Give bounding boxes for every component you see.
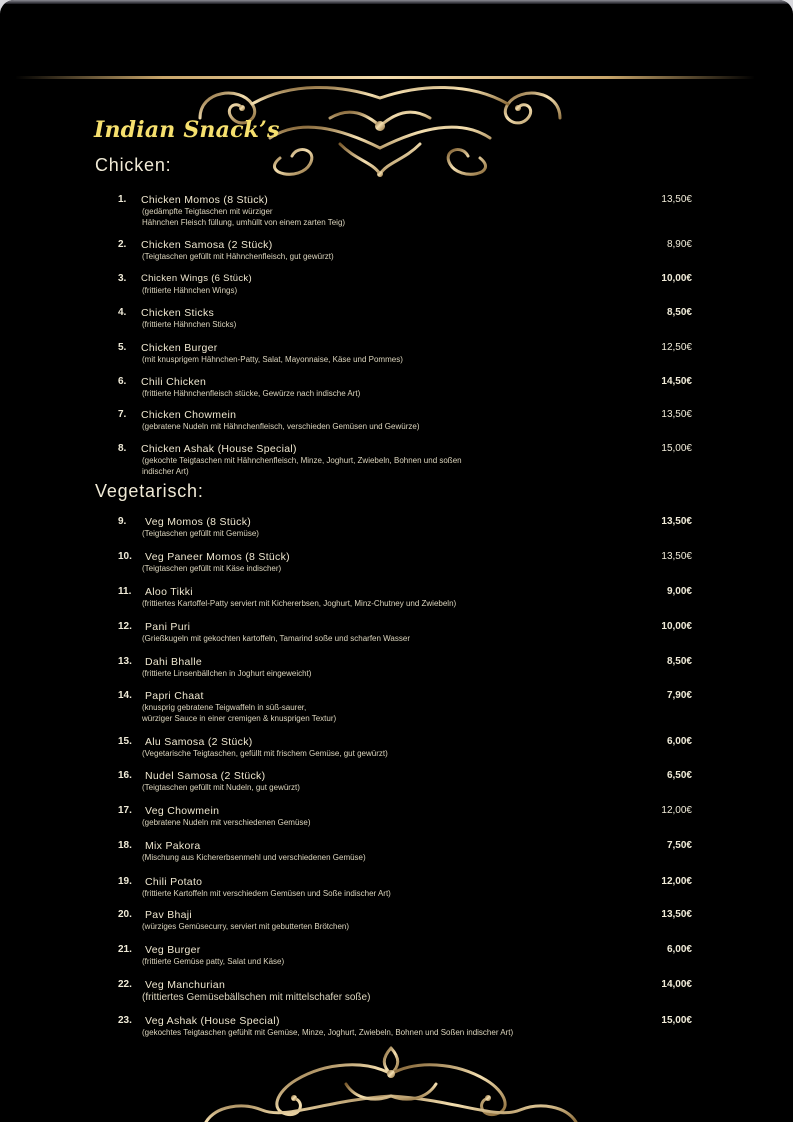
item-description: (Teigtaschen gefüllt mit Gemüse) <box>142 529 259 538</box>
item-number: 5. <box>118 342 127 353</box>
item-description: (knusprig gebratene Teigwaffeln in süß-saurer, würziger Sauce in einer cremigen & knusprigen Textur) <box>142 703 337 723</box>
item-name: Pani Puri <box>145 621 191 633</box>
gold-filigree-ornament-icon <box>196 1040 586 1122</box>
item-description: (frittierte Kartoffeln mit verschiedem Gemüsen und Soße indischer Art) <box>142 889 391 898</box>
item-number: 22. <box>118 979 132 990</box>
item-price: 8,50€ <box>666 307 692 318</box>
item-name: Veg Burger <box>145 944 201 956</box>
item-number: 4. <box>118 307 127 318</box>
item-name: Aloo Tikki <box>145 586 193 598</box>
item-number: 2. <box>118 239 127 250</box>
item-price: 13,50€ <box>661 194 692 205</box>
item-description: (Grießkugeln mit gekochten kartoffeln, Tamarind soße und scharfen Wasser <box>142 634 410 643</box>
item-name: Alu Samosa (2 Stück) <box>145 736 253 748</box>
item-number: 20. <box>118 909 132 920</box>
item-number: 17. <box>118 805 132 816</box>
section-heading-chicken: Chicken: <box>95 155 172 175</box>
item-name: Veg Manchurian <box>145 979 226 991</box>
item-number: 18. <box>118 840 132 851</box>
item-description: (Vegetarische Teigtaschen, gefüllt mit frischem Gemüse, gut gewürzt) <box>142 749 388 758</box>
item-description: (gebratene Nudeln mit Hähnchenfleisch, verschieden Gemüsen und Gewürze) <box>142 422 420 431</box>
page-top-edge <box>0 0 793 4</box>
item-name: Mix Pakora <box>145 840 201 852</box>
item-price: 6,00€ <box>666 944 692 955</box>
item-price: 10,00€ <box>661 273 692 284</box>
section-heading-vegetarian: Vegetarisch: <box>95 481 204 501</box>
item-name: Veg Paneer Momos (8 Stück) <box>145 551 290 563</box>
item-description: (mit knusprigem Hähnchen-Patty, Salat, Mayonnaise, Käse und Pommes) <box>142 355 403 364</box>
item-name: Dahi Bhalle <box>145 656 202 668</box>
item-name: Veg Ashak (House Special) <box>145 1015 280 1027</box>
item-number: 16. <box>118 770 132 781</box>
item-name: Chicken Burger <box>141 342 218 354</box>
item-number: 11. <box>118 586 132 597</box>
item-description: (frittiertes Kartoffel-Patty serviert mit Kichererbsen, Joghurt, Minz-Chutney und Zwiebeln) <box>142 599 457 608</box>
item-name: Chili Potato <box>145 876 203 888</box>
item-name: Veg Chowmein <box>145 805 220 817</box>
item-description: (frittierte Hähnchenfleisch stücke, Gewürze nach indische Art) <box>142 389 361 398</box>
item-description: (frittierte Gemüse patty, Salat und Käse) <box>142 957 285 966</box>
item-number: 10. <box>118 551 132 562</box>
item-price: 14,50€ <box>661 376 692 387</box>
item-number: 9. <box>118 516 127 527</box>
page-title: Indian Snack’s <box>94 117 280 143</box>
item-name: Chicken Sticks <box>141 307 215 319</box>
item-price: 13,50€ <box>661 551 692 562</box>
item-price: 15,00€ <box>661 1015 692 1026</box>
item-description: (gekochte Teigtaschen mit Hähnchenfleisch, Minze, Joghurt, Zwiebeln, Bohnen und soßen indischer Art) <box>142 456 462 476</box>
item-number: 8. <box>118 443 127 454</box>
item-description: (gebratene Nudeln mit verschiedenen Gemüse) <box>142 818 311 827</box>
item-name: Veg Momos (8 Stück) <box>145 516 252 528</box>
item-price: 7,50€ <box>666 840 692 851</box>
item-description: (Teigtaschen gefüllt mit Hähnchenfleisch, gut gewürzt) <box>142 252 334 261</box>
item-description: (frittierte Hähnchen Sticks) <box>142 320 237 329</box>
item-price: 12,00€ <box>661 876 692 887</box>
item-description: (gekochtes Teigtaschen gefühlt mit Gemüse, Minze, Joghurt, Zwiebeln, Bohnen und Soßen indischer Art) <box>142 1028 514 1037</box>
item-number: 3. <box>118 273 127 284</box>
item-price: 6,00€ <box>666 736 692 747</box>
item-number: 15. <box>118 736 132 747</box>
item-description: (frittierte Hähnchen Wings) <box>142 286 238 295</box>
item-description: (frittierte Linsenbällchen in Joghurt eingeweicht) <box>142 669 312 678</box>
item-number: 21. <box>118 944 132 955</box>
item-number: 1. <box>118 194 127 205</box>
item-number: 14. <box>118 690 132 701</box>
item-price: 13,50€ <box>661 516 692 527</box>
item-description: (Teigtaschen gefüllt mit Käse indischer) <box>142 564 282 573</box>
item-name: Chicken Samosa (2 Stück) <box>141 239 273 251</box>
item-name: Papri Chaat <box>145 690 204 702</box>
item-price: 6,50€ <box>666 770 692 781</box>
item-price: 8,90€ <box>666 239 692 250</box>
item-name: Chili Chicken <box>141 376 207 388</box>
item-price: 7,90€ <box>666 690 692 701</box>
item-description: (Teigtaschen gefüllt mit Nudeln, gut gewürzt) <box>142 783 300 792</box>
item-price: 14,00€ <box>661 979 692 990</box>
item-description: (würziges Gemüsecurry, serviert mit gebutterten Brötchen) <box>142 922 350 931</box>
item-number: 19. <box>118 876 132 887</box>
item-name: Pav Bhaji <box>145 909 193 921</box>
item-number: 12. <box>118 621 132 632</box>
item-name: Chicken Momos (8 Stück) <box>141 194 269 206</box>
item-name: Chicken Wings (6 Stück) <box>141 273 252 284</box>
item-price: 12,50€ <box>661 342 692 353</box>
item-number: 13. <box>118 656 132 667</box>
item-price: 13,50€ <box>661 909 692 920</box>
item-number: 23. <box>118 1015 132 1026</box>
item-name: Chicken Chowmein <box>141 409 237 421</box>
item-number: 7. <box>118 409 127 420</box>
item-number: 6. <box>118 376 127 387</box>
item-name: Chicken Ashak (House Special) <box>141 443 297 455</box>
item-description: (Mischung aus Kichererbsenmehl und verschiedenen Gemüse) <box>142 853 366 862</box>
item-price: 15,00€ <box>661 443 692 454</box>
item-price: 10,00€ <box>661 621 692 632</box>
item-description: (frittiertes Gemüsebällschen mit mittelschafer soße) <box>142 992 371 1003</box>
item-price: 12,00€ <box>661 805 692 816</box>
item-price: 9,00€ <box>666 586 692 597</box>
item-price: 13,50€ <box>661 409 692 420</box>
item-name: Nudel Samosa (2 Stück) <box>145 770 266 782</box>
item-price: 8,50€ <box>666 656 692 667</box>
item-description: (gedämpfte Teigtaschen mit würziger Hähnchen Fleisch füllung, umhüllt von einem zarten Teig) <box>142 207 346 227</box>
